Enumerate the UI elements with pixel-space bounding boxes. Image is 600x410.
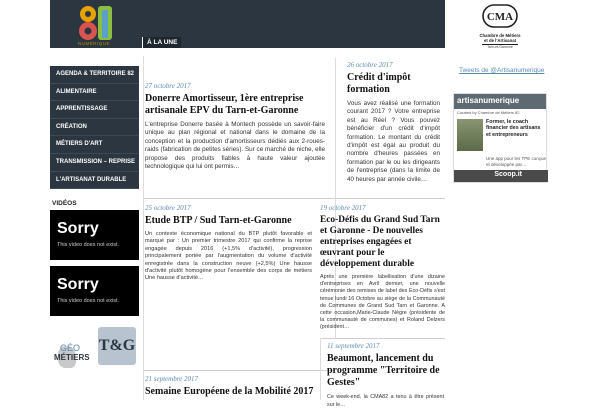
geo-metiers-logo[interactable] xyxy=(50,317,139,377)
article-date: 26 octobre 2017 xyxy=(347,61,393,69)
scoopit-post-image xyxy=(457,119,483,151)
category-menu xyxy=(50,66,139,189)
scoopit-footer xyxy=(454,170,548,182)
row-divider xyxy=(320,338,445,339)
row-divider xyxy=(143,370,335,371)
article-date: 19 octobre 2017 xyxy=(320,204,366,212)
article-card[interactable] xyxy=(145,375,320,398)
article-excerpt: Après une première labellisation d'une dizaine d'entreprises en Avril dernier, une nouvelle cérémonie des remises de label des Eco-Défis s'est tenue lundi 16 Octobre au siège de la Communauté de Communes de Grand Sud Tarn et Garonne. A cette occasion,Marie-Claude Nègre (présidente de la communauté de communes) et Roland Delzers (président… xyxy=(320,274,445,331)
scoopit-logo[interactable]: Scoop.it xyxy=(494,171,522,178)
nav-apprentissage[interactable]: APPRENTISSAGE xyxy=(50,101,139,119)
video-error-message: This video does not exist. xyxy=(57,242,120,248)
article-title[interactable]: Semaine Européene de la Mobilité 2017 xyxy=(145,386,314,397)
article-title[interactable]: Eco-Défis du Grand Sud Tarn et Garonne - De nouvelles entreprises engagées et œuvrant pour le développement durable xyxy=(320,215,440,269)
scoopit-title: artisanumerique xyxy=(457,96,520,105)
article-title[interactable]: Donerre Amortisseur, 1ère entreprise artisanale EPV du Tarn-et-Garonne xyxy=(145,93,304,116)
article-title[interactable]: Beaumont, lancement du programme "Territoire de Gestes" xyxy=(327,353,440,388)
row-divider xyxy=(335,198,445,199)
article-excerpt: L'entreprise Donerre basée à Montech possède un savoir-faire unique au plan régional et national dans le domaine de la conception et la production d'amortisseurs dédiés aux 2-roues-raids (fabrication de petites séries). Sur ce marché de niche, elle propose des produits fiables à haute valeur ajoutée technologique qui lui ont permis… xyxy=(145,121,325,171)
logo-caption: NUMÉRIQUE xyxy=(78,41,111,46)
cma-logo-line1: Chambre de Métiers xyxy=(479,33,521,38)
article-excerpt: Ce week-end, la CMA82 a tenu à être présent sur le… xyxy=(327,394,444,409)
geo-label: GÉO xyxy=(60,343,81,353)
nav-transmission-reprise[interactable]: TRANSMISSION – REPRISE xyxy=(50,154,139,172)
article-card[interactable] xyxy=(347,61,440,184)
article-title[interactable]: Etude BTP / Sud Tarn-et-Garonne xyxy=(145,215,292,226)
video-player[interactable] xyxy=(50,210,139,260)
video-error-title: Sorry xyxy=(57,220,99,237)
twitter-timeline-link[interactable]: Tweets de @Artisanumerique xyxy=(459,67,545,74)
scoopit-post-title[interactable]: Former, le coach financier des artisans et entrepreneurs xyxy=(486,119,541,138)
column-divider xyxy=(143,56,144,400)
scoopit-post-summary: Une app pour les TPE conçue et développée par… xyxy=(486,156,546,167)
nav-creation[interactable]: CRÉATION xyxy=(50,119,139,137)
video-error-message: This video does not exist. xyxy=(57,298,120,304)
svg-text:CMA: CMA xyxy=(486,11,514,23)
scoopit-post[interactable] xyxy=(454,116,546,178)
video-player[interactable] xyxy=(50,266,139,316)
cma-logo[interactable] xyxy=(476,4,524,54)
article-date: 25 octobre 2017 xyxy=(145,204,191,212)
cma-monogram-icon xyxy=(482,4,518,28)
cma-logo-line2: et de l'Artisanat xyxy=(483,38,517,43)
article-card[interactable] xyxy=(327,342,444,410)
tg-badge: T&G xyxy=(98,327,136,365)
article-card[interactable] xyxy=(145,82,325,171)
article-date: 11 septembre 2017 xyxy=(327,342,380,350)
scoopit-widget[interactable] xyxy=(453,93,547,183)
article-date: 21 septembre 2017 xyxy=(145,375,199,383)
tab-a-la-une[interactable]: À LA UNE xyxy=(142,37,181,48)
article-card[interactable] xyxy=(145,204,312,283)
row-divider xyxy=(143,198,335,199)
scoopit-header xyxy=(454,94,546,109)
article-card[interactable] xyxy=(320,204,445,332)
nav-artisanat-durable[interactable]: L'ARTISANAT DURABLE xyxy=(50,172,139,190)
cma-logo-line3: Tarn-et-Garonne xyxy=(482,44,518,50)
article-excerpt: Un contexte économique national du BTP plutôt favorable et marqué par : Un premier trimestre 2017 qui confirme la reprise engagée depuis 2016 (+1,5% d'activité), progression principalement portée par l'augmentation du volume d'activité enregistrée dans la construction neuve (+2,5%) Une hausse d'activité plutôt homogène pour l'ensemble des corps de métiers Une hausse d'activité… xyxy=(145,231,312,282)
scoopit-subtitle: Curated by Chambre de Métiers 82 xyxy=(457,110,520,115)
nav-alimentaire[interactable]: ALIMENTAIRE xyxy=(50,84,139,102)
nav-agenda-territoire[interactable]: AGENDA & TERRITOIRE 82 xyxy=(50,66,139,84)
nav-metiers-art[interactable]: MÉTIERS D'ART xyxy=(50,136,139,154)
videos-heading: VIDÉOS xyxy=(52,200,77,207)
article-excerpt: Vous avez réalisé une formation courant 2017 ? Votre entreprise est au Réel ? Vous pouvez bénéficier d'un crédit d'impôt formation. Le montant du crédit d'impôt est égal au produit du nombre d'heures passées en formation par le ou les dirigeants de l'entreprise (dans la limite de 40 heures par année civile… xyxy=(347,100,440,183)
metiers-label: MÉTIERS xyxy=(54,353,90,362)
video-error-title: Sorry xyxy=(57,276,99,293)
article-title[interactable]: Crédit d'impôt formation xyxy=(347,72,411,95)
column-divider xyxy=(320,338,321,400)
article-date: 27 octobre 2017 xyxy=(145,82,191,90)
